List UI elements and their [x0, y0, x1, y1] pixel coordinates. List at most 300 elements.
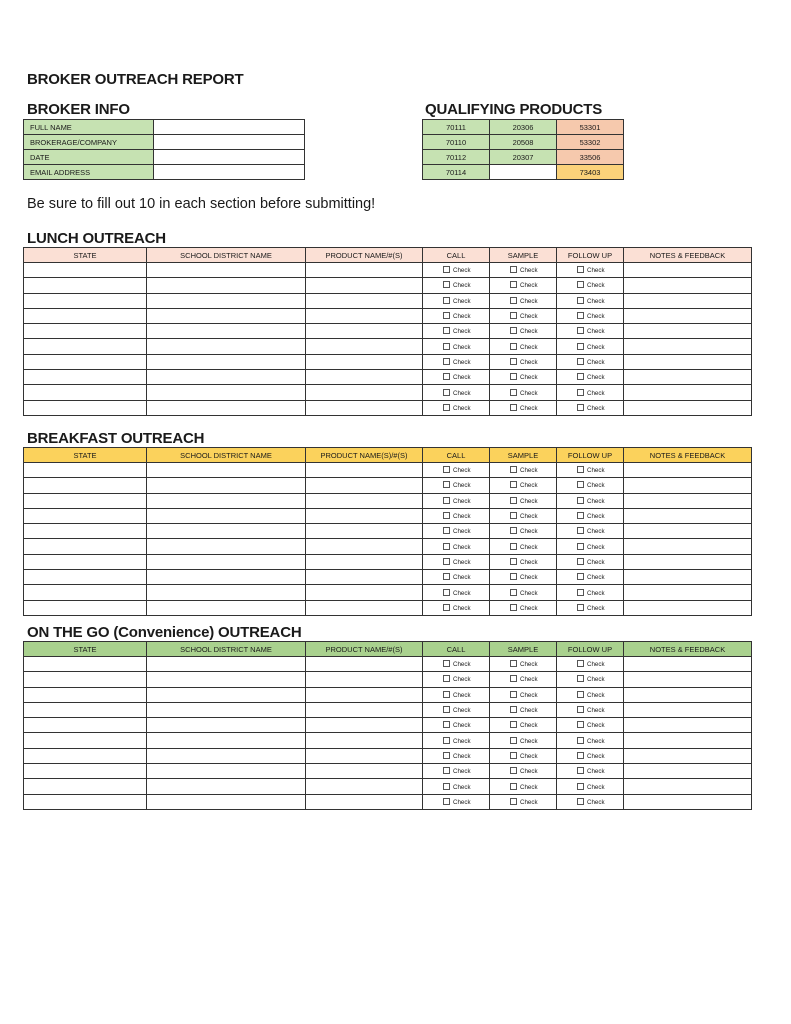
- school-district-field[interactable]: [147, 764, 306, 779]
- follow-up-checkbox[interactable]: [557, 493, 624, 508]
- call-checkbox[interactable]: [423, 524, 490, 539]
- school-district-field[interactable]: [147, 508, 306, 523]
- checkbox-square-icon[interactable]: [577, 389, 584, 396]
- notes-feedback-field[interactable]: [624, 385, 752, 400]
- checkbox-square-icon[interactable]: [577, 573, 584, 580]
- notes-feedback-field[interactable]: [624, 748, 752, 763]
- follow-up-checkbox[interactable]: [557, 764, 624, 779]
- checkbox-square-icon[interactable]: [443, 343, 450, 350]
- notes-feedback-field[interactable]: [624, 779, 752, 794]
- checkbox-square-icon[interactable]: [443, 706, 450, 713]
- product-field[interactable]: [306, 324, 423, 339]
- checkbox-square-icon[interactable]: [577, 297, 584, 304]
- checkbox-square-icon[interactable]: [577, 281, 584, 288]
- product-field[interactable]: [306, 600, 423, 615]
- notes-feedback-field[interactable]: [624, 400, 752, 415]
- checkbox-square-icon[interactable]: [510, 312, 517, 319]
- sample-checkbox[interactable]: [490, 324, 557, 339]
- product-field[interactable]: [306, 570, 423, 585]
- follow-up-checkbox[interactable]: [557, 385, 624, 400]
- call-checkbox[interactable]: [423, 554, 490, 569]
- checkbox-square-icon[interactable]: [577, 266, 584, 273]
- follow-up-checkbox[interactable]: [557, 600, 624, 615]
- notes-feedback-field[interactable]: [624, 308, 752, 323]
- state-field[interactable]: [24, 794, 147, 809]
- state-field[interactable]: [24, 733, 147, 748]
- checkbox-square-icon[interactable]: [443, 466, 450, 473]
- school-district-field[interactable]: [147, 339, 306, 354]
- checkbox-square-icon[interactable]: [510, 675, 517, 682]
- follow-up-checkbox[interactable]: [557, 687, 624, 702]
- notes-feedback-field[interactable]: [624, 293, 752, 308]
- follow-up-checkbox[interactable]: [557, 293, 624, 308]
- state-field[interactable]: [24, 324, 147, 339]
- checkbox-square-icon[interactable]: [577, 327, 584, 334]
- notes-feedback-field[interactable]: [624, 539, 752, 554]
- call-checkbox[interactable]: [423, 400, 490, 415]
- notes-feedback-field[interactable]: [624, 263, 752, 278]
- product-field[interactable]: [306, 278, 423, 293]
- checkbox-square-icon[interactable]: [577, 767, 584, 774]
- product-field[interactable]: [306, 554, 423, 569]
- school-district-field[interactable]: [147, 702, 306, 717]
- state-field[interactable]: [24, 657, 147, 672]
- follow-up-checkbox[interactable]: [557, 370, 624, 385]
- sample-checkbox[interactable]: [490, 718, 557, 733]
- product-field[interactable]: [306, 370, 423, 385]
- sample-checkbox[interactable]: [490, 687, 557, 702]
- call-checkbox[interactable]: [423, 493, 490, 508]
- checkbox-square-icon[interactable]: [443, 281, 450, 288]
- checkbox-square-icon[interactable]: [577, 737, 584, 744]
- sample-checkbox[interactable]: [490, 657, 557, 672]
- school-district-field[interactable]: [147, 263, 306, 278]
- sample-checkbox[interactable]: [490, 764, 557, 779]
- sample-checkbox[interactable]: [490, 794, 557, 809]
- sample-checkbox[interactable]: [490, 370, 557, 385]
- checkbox-square-icon[interactable]: [510, 660, 517, 667]
- call-checkbox[interactable]: [423, 263, 490, 278]
- follow-up-checkbox[interactable]: [557, 794, 624, 809]
- sample-checkbox[interactable]: [490, 463, 557, 478]
- state-field[interactable]: [24, 400, 147, 415]
- checkbox-square-icon[interactable]: [443, 404, 450, 411]
- school-district-field[interactable]: [147, 400, 306, 415]
- checkbox-square-icon[interactable]: [443, 660, 450, 667]
- checkbox-square-icon[interactable]: [443, 527, 450, 534]
- state-field[interactable]: [24, 308, 147, 323]
- product-field[interactable]: [306, 354, 423, 369]
- state-field[interactable]: [24, 718, 147, 733]
- school-district-field[interactable]: [147, 370, 306, 385]
- notes-feedback-field[interactable]: [624, 570, 752, 585]
- checkbox-square-icon[interactable]: [577, 497, 584, 504]
- checkbox-square-icon[interactable]: [443, 604, 450, 611]
- notes-feedback-field[interactable]: [624, 687, 752, 702]
- school-district-field[interactable]: [147, 554, 306, 569]
- checkbox-square-icon[interactable]: [443, 358, 450, 365]
- notes-feedback-field[interactable]: [624, 600, 752, 615]
- product-field[interactable]: [306, 779, 423, 794]
- call-checkbox[interactable]: [423, 385, 490, 400]
- checkbox-square-icon[interactable]: [577, 512, 584, 519]
- sample-checkbox[interactable]: [490, 308, 557, 323]
- product-field[interactable]: [306, 539, 423, 554]
- notes-feedback-field[interactable]: [624, 718, 752, 733]
- sample-checkbox[interactable]: [490, 263, 557, 278]
- state-field[interactable]: [24, 687, 147, 702]
- call-checkbox[interactable]: [423, 585, 490, 600]
- school-district-field[interactable]: [147, 493, 306, 508]
- product-field[interactable]: [306, 657, 423, 672]
- follow-up-checkbox[interactable]: [557, 478, 624, 493]
- follow-up-checkbox[interactable]: [557, 554, 624, 569]
- school-district-field[interactable]: [147, 539, 306, 554]
- sample-checkbox[interactable]: [490, 400, 557, 415]
- call-checkbox[interactable]: [423, 794, 490, 809]
- product-field[interactable]: [306, 585, 423, 600]
- checkbox-square-icon[interactable]: [510, 767, 517, 774]
- follow-up-checkbox[interactable]: [557, 263, 624, 278]
- school-district-field[interactable]: [147, 570, 306, 585]
- follow-up-checkbox[interactable]: [557, 400, 624, 415]
- follow-up-checkbox[interactable]: [557, 702, 624, 717]
- checkbox-square-icon[interactable]: [510, 281, 517, 288]
- state-field[interactable]: [24, 478, 147, 493]
- checkbox-square-icon[interactable]: [577, 660, 584, 667]
- product-field[interactable]: [306, 524, 423, 539]
- sample-checkbox[interactable]: [490, 779, 557, 794]
- call-checkbox[interactable]: [423, 278, 490, 293]
- school-district-field[interactable]: [147, 308, 306, 323]
- checkbox-square-icon[interactable]: [443, 798, 450, 805]
- follow-up-checkbox[interactable]: [557, 672, 624, 687]
- notes-feedback-field[interactable]: [624, 702, 752, 717]
- sample-checkbox[interactable]: [490, 554, 557, 569]
- state-field[interactable]: [24, 672, 147, 687]
- product-field[interactable]: [306, 508, 423, 523]
- product-field[interactable]: [306, 463, 423, 478]
- school-district-field[interactable]: [147, 478, 306, 493]
- checkbox-square-icon[interactable]: [577, 558, 584, 565]
- school-district-field[interactable]: [147, 779, 306, 794]
- notes-feedback-field[interactable]: [624, 354, 752, 369]
- product-field[interactable]: [306, 400, 423, 415]
- school-district-field[interactable]: [147, 524, 306, 539]
- checkbox-square-icon[interactable]: [510, 798, 517, 805]
- notes-feedback-field[interactable]: [624, 339, 752, 354]
- state-field[interactable]: [24, 508, 147, 523]
- follow-up-checkbox[interactable]: [557, 278, 624, 293]
- call-checkbox[interactable]: [423, 748, 490, 763]
- product-field[interactable]: [306, 702, 423, 717]
- checkbox-square-icon[interactable]: [577, 466, 584, 473]
- call-checkbox[interactable]: [423, 293, 490, 308]
- notes-feedback-field[interactable]: [624, 478, 752, 493]
- checkbox-square-icon[interactable]: [443, 266, 450, 273]
- checkbox-square-icon[interactable]: [510, 752, 517, 759]
- email-address-field[interactable]: [154, 165, 305, 180]
- checkbox-square-icon[interactable]: [443, 543, 450, 550]
- state-field[interactable]: [24, 748, 147, 763]
- state-field[interactable]: [24, 600, 147, 615]
- checkbox-square-icon[interactable]: [577, 706, 584, 713]
- checkbox-square-icon[interactable]: [443, 691, 450, 698]
- school-district-field[interactable]: [147, 385, 306, 400]
- call-checkbox[interactable]: [423, 463, 490, 478]
- call-checkbox[interactable]: [423, 478, 490, 493]
- checkbox-square-icon[interactable]: [510, 343, 517, 350]
- sample-checkbox[interactable]: [490, 278, 557, 293]
- follow-up-checkbox[interactable]: [557, 463, 624, 478]
- school-district-field[interactable]: [147, 293, 306, 308]
- checkbox-square-icon[interactable]: [510, 706, 517, 713]
- checkbox-square-icon[interactable]: [577, 527, 584, 534]
- checkbox-square-icon[interactable]: [510, 389, 517, 396]
- notes-feedback-field[interactable]: [624, 524, 752, 539]
- state-field[interactable]: [24, 702, 147, 717]
- school-district-field[interactable]: [147, 687, 306, 702]
- product-field[interactable]: [306, 385, 423, 400]
- school-district-field[interactable]: [147, 672, 306, 687]
- call-checkbox[interactable]: [423, 702, 490, 717]
- notes-feedback-field[interactable]: [624, 278, 752, 293]
- checkbox-square-icon[interactable]: [510, 358, 517, 365]
- sample-checkbox[interactable]: [490, 570, 557, 585]
- call-checkbox[interactable]: [423, 657, 490, 672]
- product-field[interactable]: [306, 764, 423, 779]
- product-field[interactable]: [306, 493, 423, 508]
- product-field[interactable]: [306, 748, 423, 763]
- checkbox-square-icon[interactable]: [510, 512, 517, 519]
- checkbox-square-icon[interactable]: [577, 404, 584, 411]
- checkbox-square-icon[interactable]: [577, 752, 584, 759]
- checkbox-square-icon[interactable]: [577, 312, 584, 319]
- checkbox-square-icon[interactable]: [443, 783, 450, 790]
- checkbox-square-icon[interactable]: [443, 497, 450, 504]
- notes-feedback-field[interactable]: [624, 672, 752, 687]
- notes-feedback-field[interactable]: [624, 585, 752, 600]
- state-field[interactable]: [24, 779, 147, 794]
- follow-up-checkbox[interactable]: [557, 779, 624, 794]
- state-field[interactable]: [24, 370, 147, 385]
- notes-feedback-field[interactable]: [624, 764, 752, 779]
- checkbox-square-icon[interactable]: [510, 543, 517, 550]
- notes-feedback-field[interactable]: [624, 554, 752, 569]
- follow-up-checkbox[interactable]: [557, 657, 624, 672]
- checkbox-square-icon[interactable]: [443, 675, 450, 682]
- checkbox-square-icon[interactable]: [577, 373, 584, 380]
- call-checkbox[interactable]: [423, 324, 490, 339]
- product-field[interactable]: [306, 308, 423, 323]
- sample-checkbox[interactable]: [490, 339, 557, 354]
- follow-up-checkbox[interactable]: [557, 508, 624, 523]
- sample-checkbox[interactable]: [490, 478, 557, 493]
- state-field[interactable]: [24, 493, 147, 508]
- product-field[interactable]: [306, 687, 423, 702]
- checkbox-square-icon[interactable]: [443, 752, 450, 759]
- follow-up-checkbox[interactable]: [557, 539, 624, 554]
- call-checkbox[interactable]: [423, 539, 490, 554]
- state-field[interactable]: [24, 554, 147, 569]
- checkbox-square-icon[interactable]: [577, 358, 584, 365]
- state-field[interactable]: [24, 278, 147, 293]
- checkbox-square-icon[interactable]: [510, 497, 517, 504]
- sample-checkbox[interactable]: [490, 385, 557, 400]
- call-checkbox[interactable]: [423, 508, 490, 523]
- state-field[interactable]: [24, 570, 147, 585]
- sample-checkbox[interactable]: [490, 585, 557, 600]
- checkbox-square-icon[interactable]: [443, 767, 450, 774]
- checkbox-square-icon[interactable]: [510, 783, 517, 790]
- follow-up-checkbox[interactable]: [557, 570, 624, 585]
- product-field[interactable]: [306, 794, 423, 809]
- checkbox-square-icon[interactable]: [510, 691, 517, 698]
- checkbox-square-icon[interactable]: [443, 512, 450, 519]
- state-field[interactable]: [24, 539, 147, 554]
- product-field[interactable]: [306, 263, 423, 278]
- notes-feedback-field[interactable]: [624, 493, 752, 508]
- checkbox-square-icon[interactable]: [577, 343, 584, 350]
- checkbox-square-icon[interactable]: [510, 558, 517, 565]
- checkbox-square-icon[interactable]: [443, 327, 450, 334]
- school-district-field[interactable]: [147, 324, 306, 339]
- checkbox-square-icon[interactable]: [577, 691, 584, 698]
- school-district-field[interactable]: [147, 718, 306, 733]
- call-checkbox[interactable]: [423, 570, 490, 585]
- full-name-field[interactable]: [154, 120, 305, 135]
- sample-checkbox[interactable]: [490, 524, 557, 539]
- checkbox-square-icon[interactable]: [510, 737, 517, 744]
- date-field[interactable]: [154, 150, 305, 165]
- state-field[interactable]: [24, 764, 147, 779]
- checkbox-square-icon[interactable]: [510, 266, 517, 273]
- notes-feedback-field[interactable]: [624, 370, 752, 385]
- state-field[interactable]: [24, 585, 147, 600]
- checkbox-square-icon[interactable]: [443, 312, 450, 319]
- product-field[interactable]: [306, 478, 423, 493]
- call-checkbox[interactable]: [423, 308, 490, 323]
- school-district-field[interactable]: [147, 794, 306, 809]
- call-checkbox[interactable]: [423, 672, 490, 687]
- follow-up-checkbox[interactable]: [557, 585, 624, 600]
- follow-up-checkbox[interactable]: [557, 748, 624, 763]
- sample-checkbox[interactable]: [490, 702, 557, 717]
- checkbox-square-icon[interactable]: [510, 573, 517, 580]
- checkbox-square-icon[interactable]: [577, 589, 584, 596]
- follow-up-checkbox[interactable]: [557, 524, 624, 539]
- call-checkbox[interactable]: [423, 339, 490, 354]
- school-district-field[interactable]: [147, 278, 306, 293]
- product-field[interactable]: [306, 733, 423, 748]
- checkbox-square-icon[interactable]: [443, 297, 450, 304]
- notes-feedback-field[interactable]: [624, 794, 752, 809]
- state-field[interactable]: [24, 339, 147, 354]
- checkbox-square-icon[interactable]: [510, 373, 517, 380]
- checkbox-square-icon[interactable]: [577, 721, 584, 728]
- checkbox-square-icon[interactable]: [510, 589, 517, 596]
- checkbox-square-icon[interactable]: [443, 589, 450, 596]
- state-field[interactable]: [24, 463, 147, 478]
- sample-checkbox[interactable]: [490, 733, 557, 748]
- checkbox-square-icon[interactable]: [510, 297, 517, 304]
- checkbox-square-icon[interactable]: [510, 404, 517, 411]
- follow-up-checkbox[interactable]: [557, 718, 624, 733]
- follow-up-checkbox[interactable]: [557, 354, 624, 369]
- school-district-field[interactable]: [147, 733, 306, 748]
- checkbox-square-icon[interactable]: [510, 327, 517, 334]
- checkbox-square-icon[interactable]: [577, 604, 584, 611]
- call-checkbox[interactable]: [423, 687, 490, 702]
- call-checkbox[interactable]: [423, 600, 490, 615]
- follow-up-checkbox[interactable]: [557, 324, 624, 339]
- sample-checkbox[interactable]: [490, 493, 557, 508]
- checkbox-square-icon[interactable]: [443, 389, 450, 396]
- follow-up-checkbox[interactable]: [557, 733, 624, 748]
- state-field[interactable]: [24, 385, 147, 400]
- product-field[interactable]: [306, 293, 423, 308]
- notes-feedback-field[interactable]: [624, 463, 752, 478]
- follow-up-checkbox[interactable]: [557, 339, 624, 354]
- sample-checkbox[interactable]: [490, 748, 557, 763]
- checkbox-square-icon[interactable]: [443, 373, 450, 380]
- call-checkbox[interactable]: [423, 733, 490, 748]
- school-district-field[interactable]: [147, 463, 306, 478]
- state-field[interactable]: [24, 354, 147, 369]
- notes-feedback-field[interactable]: [624, 733, 752, 748]
- sample-checkbox[interactable]: [490, 672, 557, 687]
- state-field[interactable]: [24, 524, 147, 539]
- sample-checkbox[interactable]: [490, 293, 557, 308]
- checkbox-square-icon[interactable]: [443, 558, 450, 565]
- call-checkbox[interactable]: [423, 354, 490, 369]
- checkbox-square-icon[interactable]: [510, 466, 517, 473]
- sample-checkbox[interactable]: [490, 600, 557, 615]
- checkbox-square-icon[interactable]: [510, 481, 517, 488]
- school-district-field[interactable]: [147, 354, 306, 369]
- checkbox-square-icon[interactable]: [510, 527, 517, 534]
- school-district-field[interactable]: [147, 600, 306, 615]
- checkbox-square-icon[interactable]: [577, 481, 584, 488]
- school-district-field[interactable]: [147, 748, 306, 763]
- state-field[interactable]: [24, 263, 147, 278]
- checkbox-square-icon[interactable]: [577, 798, 584, 805]
- call-checkbox[interactable]: [423, 718, 490, 733]
- call-checkbox[interactable]: [423, 779, 490, 794]
- state-field[interactable]: [24, 293, 147, 308]
- notes-feedback-field[interactable]: [624, 657, 752, 672]
- product-field[interactable]: [306, 672, 423, 687]
- sample-checkbox[interactable]: [490, 539, 557, 554]
- checkbox-square-icon[interactable]: [443, 481, 450, 488]
- checkbox-square-icon[interactable]: [577, 675, 584, 682]
- product-field[interactable]: [306, 718, 423, 733]
- notes-feedback-field[interactable]: [624, 508, 752, 523]
- call-checkbox[interactable]: [423, 370, 490, 385]
- school-district-field[interactable]: [147, 585, 306, 600]
- product-field[interactable]: [306, 339, 423, 354]
- checkbox-square-icon[interactable]: [510, 604, 517, 611]
- follow-up-checkbox[interactable]: [557, 308, 624, 323]
- call-checkbox[interactable]: [423, 764, 490, 779]
- checkbox-square-icon[interactable]: [443, 573, 450, 580]
- checkbox-square-icon[interactable]: [443, 737, 450, 744]
- school-district-field[interactable]: [147, 657, 306, 672]
- checkbox-square-icon[interactable]: [577, 543, 584, 550]
- checkbox-square-icon[interactable]: [443, 721, 450, 728]
- sample-checkbox[interactable]: [490, 508, 557, 523]
- sample-checkbox[interactable]: [490, 354, 557, 369]
